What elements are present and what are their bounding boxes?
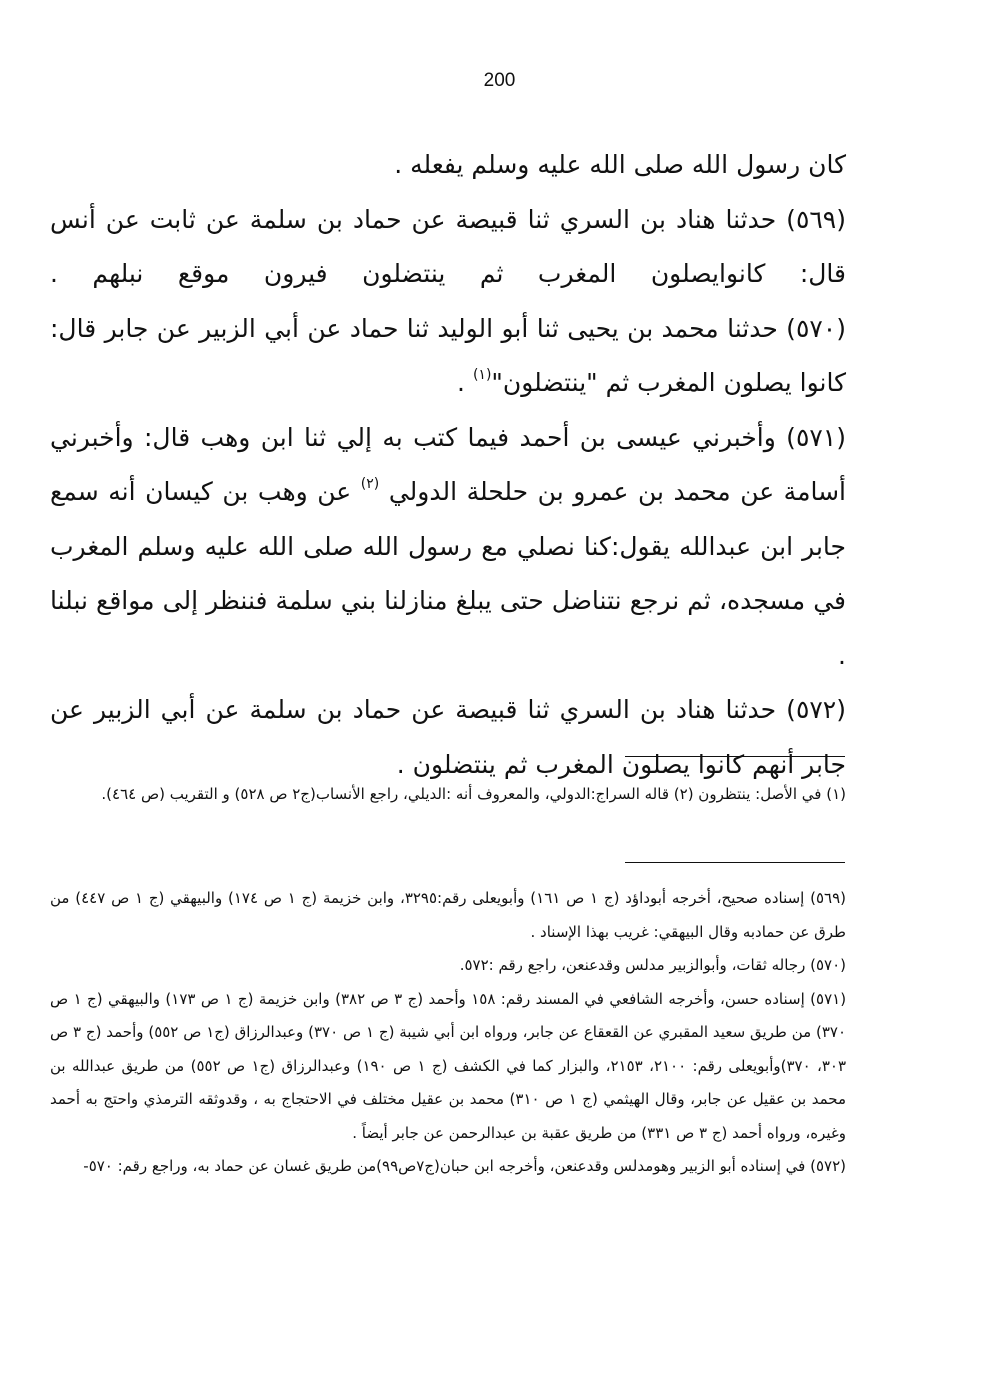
footnote-divider bbox=[625, 756, 845, 757]
paragraph-intro: كان رسول الله صلى الله عليه وسلم يفعله . bbox=[394, 150, 846, 179]
references bbox=[50, 882, 846, 1184]
footnotes: (١) في الأصل: ينتظرون (٢) قاله السراج:الدولي، والمعروف أنه :الديلي، راجع الأنساب(ج٢ ص ٥٢٨) و التقريب (ص ٤٦٤). bbox=[101, 785, 846, 803]
reference-571: (٥٧١) إسناده حسن، وأخرجه الشافعي في المسند رقم: ١٥٨ وأحمد (ج ٣ ص ٣٨٢) وابن خزيمة (ج ١ ص ١٧٣) والبيهقي (ج ١ ص ٣٧٠) من طريق سعيد المقبري عن القعقاع عن جابر، ورواه ابن أبي شيبة (ج ١ ص ٣٧٠) وعبدالرزاق (ج١ ص ٥٥٢) وأحمد (ج ٣ ص ٣٠٣، ٣٧٠)وأبويعلى رقم: ٢١٠٠، ٢١٥٣، والبزار كما في الكشف (ج ١ ص ١٩٠) وعبدالرزاق (ج١ ص ٥٥٢) من طريق عبدالله بن محمد بن عقيل عن جابر، وقال الهيثمي (ج ١ ص ٣١٠) محمد بن عقيل مختلف في الاحتجاج به ، وقدوثقه الترمذي واحتج به أحمد وغيره، ورواه أحمد (ج ٣ ص ٣٣١) من طريق عقبة بن عبدالرحمن عن جابر أيضاً . bbox=[50, 989, 847, 1142]
reference-572: (٥٧٢) في إسناده أبو الزبير وهومدلس وقدعنعن، وأخرجه ابن حبان(ج٧ص٩٩)من طريق غسان عن حماد به، وراجع رقم: ٥٧٠- bbox=[83, 1157, 846, 1175]
hadith-571 bbox=[50, 411, 846, 684]
references-divider bbox=[625, 862, 845, 863]
hadith-570 bbox=[50, 302, 846, 411]
hadith-572: (٥٧٢) حدثنا هناد بن السري ثنا قبيصة عن حماد بن سلمة عن أبي الزبير عن جابر أنهم كانوا يصلون المغرب ثم ينتضلون . bbox=[50, 695, 846, 779]
hadith-571-text-a: (٥٧١) وأخبرني عيسى بن أحمد فيما كتب به إلي ثنا ابن وهب قال: وأخبرني أسامة عن محمد بن عمرو بن حلحلة الدولي bbox=[50, 422, 846, 506]
hadith-571-text-b: عن وهب بن كيسان أنه سمع جابر ابن عبدالله يقول:كنا نصلي مع رسول الله صلى الله عليه وسلم المغرب في مسجده، ثم نرجع نتناضل حتى يبلغ منازلنا بني سلمة فننظر إلى مواقع نبلنا . bbox=[50, 477, 846, 670]
page-number: 200 bbox=[483, 70, 516, 91]
reference-569: (٥٦٩) إسناده صحيح، أخرجه أبوداؤد (ج ١ ص ١٦١) وأبويعلى رقم:٣٢٩٥، وابن خزيمة (ج ١ ص ١٧٤) والبيهقي (ج ١ ص ٤٤٧) من طرق عن حمادبه وقال البيهقي: غريب بهذا الإسناد . bbox=[50, 889, 847, 941]
footnote-marker-1: (١) bbox=[472, 367, 492, 383]
hadith-570-text: (٥٧٠) حدثنا محمد بن يحيى ثنا أبو الوليد ثنا حماد عن أبي الزبير عن جابر قال: كانوا يصلون المغرب ثم "ينتضلون" bbox=[50, 313, 846, 397]
hadith-569: (٥٦٩) حدثنا هناد بن السري ثنا قبيصة عن حماد بن سلمة عن ثابت عن أنس قال: كانوايصلون المغرب ثم ينتضلون فيرون موقع نبلهم . bbox=[50, 204, 846, 288]
hadith-570-end: . bbox=[457, 368, 473, 397]
reference-570: (٥٧٠) رجاله ثقات، وأبوالزبير مدلس وقدعنعن، راجع رقم :٥٧٢. bbox=[459, 956, 846, 974]
main-text bbox=[50, 138, 846, 792]
footnote-marker-2: (٢) bbox=[360, 476, 380, 492]
